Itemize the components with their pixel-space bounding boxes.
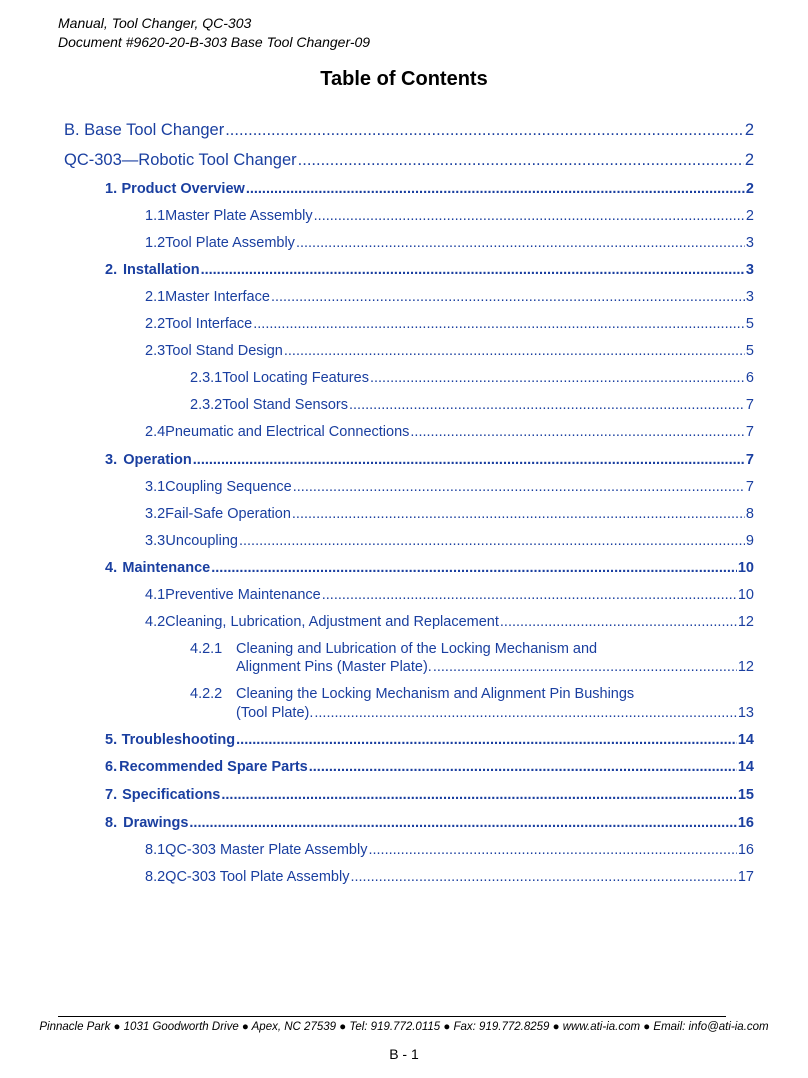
toc-entry-label: Tool Locating Features [222,370,369,386]
toc-entry-3-2[interactable] [145,506,754,522]
toc-leader-dots [253,316,745,332]
toc-leader-dots [368,842,736,858]
toc-entry-label: Drawings [123,815,189,831]
toc-leader-dots [225,121,744,140]
toc-entry-label: Tool Interface [165,316,253,332]
toc-page-number: 14 [737,759,754,775]
toc-page-number: 7 [745,479,754,495]
toc-page-number: 17 [737,869,754,885]
toc-entry-number: 8.1 [145,842,166,858]
toc-leader-dots [350,869,736,885]
toc-entry-label: Master Plate Assembly [165,208,313,224]
toc-entry-label: Installation [123,262,200,278]
toc-entry-label: Alignment Pins (Master Plate). [236,659,432,675]
toc-entry-8-2[interactable] [145,869,754,885]
toc-page-number: 13 [737,705,754,721]
toc-leader-dots [298,151,744,170]
toc-page-number: 6 [745,370,754,386]
toc-entry-2-3-2[interactable] [190,397,754,413]
toc-page-number: 12 [737,659,754,675]
toc-leader-dots [349,397,745,413]
toc-entry-number: 2. [105,262,118,278]
toc-leader-dots [296,235,745,251]
toc-entry-section-1[interactable] [105,181,754,197]
toc-entry-number: 3.2 [145,506,166,522]
toc-page-number: 10 [737,560,754,576]
toc-page-number: 5 [745,343,754,359]
toc-page-number: 2 [744,121,754,139]
toc-entry-4-2-1-line1[interactable]: Cleaning and Lubrication of the Locking Mechanism and [236,641,598,657]
toc-entry-section-3[interactable] [105,452,754,468]
toc-entry-number: 2.3 [145,343,166,359]
toc-leader-dots [239,533,745,549]
toc-leader-dots [293,479,745,495]
toc-entry-4-2-1-number: 4.2.1 [190,641,223,657]
toc-entry-number: 3.3 [145,533,166,549]
toc-page-number: 3 [745,235,754,251]
toc-entry-4-2-2[interactable] [236,705,754,721]
toc-entry-2-3-1[interactable] [190,370,754,386]
footer-contact-info: Pinnacle Park ● 1031 Goodworth Drive ● Apex, NC 27539 ● Tel: 919.772.0115 ● Fax: 919.772.8259 ● www.ati-ia.com ● Email: info@ati-ia.com [39,1021,769,1033]
toc-page-number: 10 [737,587,754,603]
toc-entry-label: Master Interface [165,289,270,305]
toc-leader-dots [193,452,745,468]
toc-page-number: 15 [737,787,754,803]
toc-entry-4-1[interactable] [145,587,754,603]
toc-entry-label: Preventive Maintenance [165,587,321,603]
toc-entry-label: Specifications [122,787,221,803]
toc-entry-2-1[interactable] [145,289,754,305]
toc-entry-number: 4.1 [145,587,166,603]
toc-entry-label: Troubleshooting [121,732,236,748]
toc-entry-label: Coupling Sequence [165,479,292,495]
toc-entry-number: 8. [105,815,118,831]
toc-entry-number: 1.2 [145,235,166,251]
header-manual-title: Manual, Tool Changer, QC-303 [58,15,252,31]
toc-leader-dots [370,370,745,386]
toc-entry-label: Fail-Safe Operation [165,506,291,522]
toc-entry-2-3[interactable] [145,343,754,359]
toc-page-number: 16 [737,842,754,858]
toc-entry-base-tool-changer[interactable] [64,121,754,140]
toc-page-number: 7 [745,424,754,440]
toc-leader-dots [292,506,745,522]
toc-entry-1-1[interactable] [145,208,754,224]
toc-entry-label: Recommended Spare Parts [119,759,308,775]
toc-leader-dots [322,587,737,603]
toc-leader-dots [309,759,737,775]
toc-entry-label: Maintenance [122,560,211,576]
toc-entry-number: 8.2 [145,869,166,885]
toc-entry-section-6[interactable] [105,759,754,775]
toc-entry-label: QC-303 Master Plate Assembly [165,842,368,858]
footer-divider [58,1016,726,1017]
header-document-number: Document #9620-20-B-303 Base Tool Changer-09 [58,34,371,50]
toc-leader-dots [246,181,745,197]
toc-entry-number: 2.1 [145,289,166,305]
toc-entry-label: Uncoupling [165,533,238,549]
toc-leader-dots [410,424,745,440]
toc-entry-number: 6. [105,759,118,775]
toc-page-number: 16 [737,815,754,831]
toc-entry-2-2[interactable] [145,316,754,332]
toc-entry-number: 1. [105,181,118,197]
toc-entry-section-7[interactable] [105,787,754,803]
toc-entry-label: Tool Stand Sensors [222,397,348,413]
toc-leader-dots [221,787,736,803]
toc-leader-dots [314,208,745,224]
page-number: B - 1 [389,1046,419,1062]
toc-entry-number: 5. [105,732,118,748]
toc-entry-label: Operation [123,452,192,468]
toc-page-number: 2 [745,208,754,224]
toc-entry-label: QC-303 Tool Plate Assembly [165,869,350,885]
document-header [58,14,370,52]
toc-entry-number: 2.4 [145,424,166,440]
page-title: Table of Contents [320,68,488,90]
toc-entry-number: 1.1 [145,208,166,224]
toc-leader-dots [211,560,737,576]
toc-entry-section-2[interactable] [105,262,754,278]
toc-entry-3-3[interactable] [145,533,754,549]
toc-leader-dots [284,343,745,359]
toc-entry-number: 4. [105,560,118,576]
toc-entry-label: Tool Plate Assembly [165,235,295,251]
toc-entry-label: Pneumatic and Electrical Connections [165,424,410,440]
toc-entry-4-2[interactable] [145,614,754,630]
toc-page-number: 2 [744,151,754,169]
toc-entry-robotic-tool-changer[interactable] [64,151,754,170]
toc-entry-2-4[interactable] [145,424,754,440]
toc-page-number: 2 [745,181,754,197]
toc-entry-section-5[interactable] [105,732,754,748]
toc-entry-section-8[interactable] [105,815,754,831]
toc-leader-dots [201,262,745,278]
toc-entry-4-2-2-line1[interactable]: Cleaning the Locking Mechanism and Alignment Pin Bushings [236,686,635,702]
toc-entry-3-1[interactable] [145,479,754,495]
toc-entry-8-1[interactable] [145,842,754,858]
toc-leader-dots [236,732,737,748]
toc-entry-label: QC-303—Robotic Tool Changer [64,151,297,169]
toc-entry-number: 7. [105,787,118,803]
toc-entry-number: 3.1 [145,479,166,495]
toc-entry-label: Cleaning, Lubrication, Adjustment and Replacement [165,614,499,630]
toc-entry-number: 3. [105,452,118,468]
toc-entry-4-2-1[interactable] [236,659,754,675]
toc-leader-dots [271,289,745,305]
toc-entry-number: 2.3.2 [190,397,223,413]
toc-leader-dots [500,614,737,630]
toc-entry-number: 2.2 [145,316,166,332]
toc-entry-label: B. Base Tool Changer [64,121,225,139]
toc-page-number: 8 [745,506,754,522]
toc-entry-label: Tool Stand Design [165,343,283,359]
toc-entry-4-2-2-number: 4.2.2 [190,686,223,702]
toc-page-number: 9 [745,533,754,549]
toc-page-number: 7 [745,452,754,468]
toc-page-number: 5 [745,316,754,332]
toc-entry-number: 2.3.1 [190,370,223,386]
toc-entry-number: 4.2 [145,614,166,630]
toc-entry-label: (Tool Plate). [236,705,314,721]
toc-entry-label: Product Overview [121,181,245,197]
toc-page-number: 3 [745,289,754,305]
toc-leader-dots [433,659,737,675]
toc-page-number: 14 [737,732,754,748]
toc-page-number: 3 [745,262,754,278]
toc-page-number: 12 [737,614,754,630]
toc-leader-dots [189,815,736,831]
toc-page-number: 7 [745,397,754,413]
toc-entry-section-4[interactable] [105,560,754,576]
toc-entry-1-2[interactable] [145,235,754,251]
toc-leader-dots [314,705,736,721]
